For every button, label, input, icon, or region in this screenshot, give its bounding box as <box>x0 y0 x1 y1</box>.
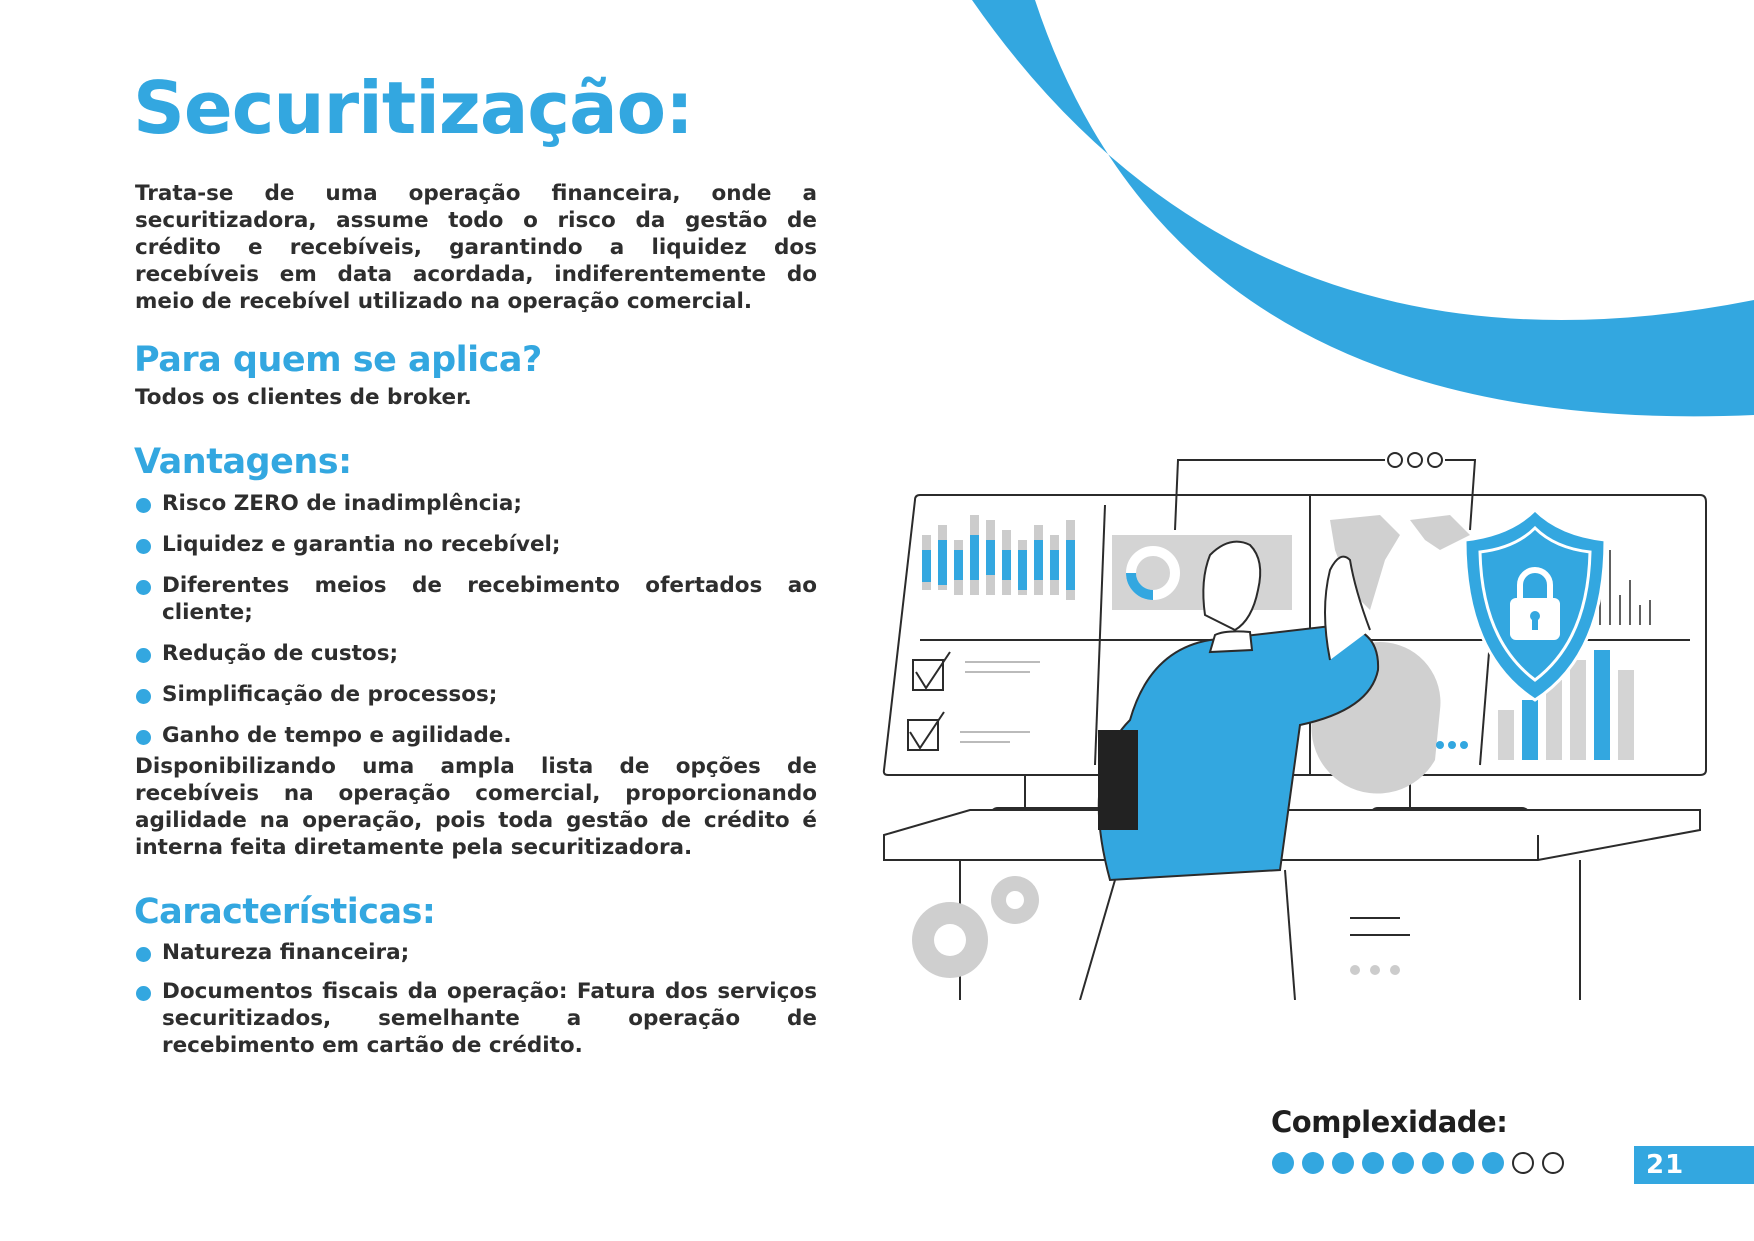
audience-heading: Para quem se aplica? <box>134 340 542 380</box>
advantages-heading: Vantagens: <box>134 442 352 482</box>
advantages-list <box>135 490 817 749</box>
list-item: Risco ZERO de inadimplência; <box>135 490 817 517</box>
bullet-icon <box>136 730 151 745</box>
bullet-icon <box>136 648 151 663</box>
bullet-icon <box>136 986 151 1001</box>
rating-dot-filled <box>1392 1152 1414 1174</box>
security-dashboard-illustration <box>880 440 1710 1000</box>
page-number: 21 <box>1634 1146 1754 1184</box>
list-item: Ganho de tempo e agilidade. <box>135 722 817 749</box>
bullet-icon <box>136 498 151 513</box>
rating-dot-empty <box>1542 1152 1564 1174</box>
complexity-label: Complexidade: <box>1271 1105 1508 1139</box>
advantages-summary: Disponibilizando uma ampla lista de opções de recebíveis na operação comercial, proporcionando agilidade na operação, pois toda gestão de crédito é interna feita diretamente pela securitizadora. <box>135 754 817 860</box>
list-item: Diferentes meios de recebimento ofertados ao cliente; <box>135 572 817 626</box>
list-item: Redução de custos; <box>135 640 817 667</box>
rating-dot-filled <box>1362 1152 1384 1174</box>
list-item: Natureza financeira; <box>135 939 817 966</box>
list-item: Documentos fiscais da operação: Fatura dos serviços securitizados, semelhante a operação de recebimento em cartão de crédito. <box>135 978 817 1059</box>
bullet-icon <box>136 580 151 595</box>
rating-dot-filled <box>1302 1152 1324 1174</box>
bullet-icon <box>136 947 151 962</box>
rating-dot-filled <box>1332 1152 1354 1174</box>
page-title: Securitização: <box>133 66 693 150</box>
complexity-rating <box>1272 1152 1564 1174</box>
bullet-icon <box>136 539 151 554</box>
rating-dot-empty <box>1512 1152 1534 1174</box>
bullet-icon <box>136 689 151 704</box>
rating-dot-filled <box>1422 1152 1444 1174</box>
rating-dot-filled <box>1482 1152 1504 1174</box>
rating-dot-filled <box>1272 1152 1294 1174</box>
list-item: Simplificação de processos; <box>135 681 817 708</box>
rating-dot-filled <box>1452 1152 1474 1174</box>
characteristics-list <box>135 939 817 1059</box>
list-item: Liquidez e garantia no recebível; <box>135 531 817 558</box>
gear-icon <box>912 876 1039 978</box>
intro-paragraph: Trata-se de uma operação financeira, onde a securitizadora, assume todo o risco da gestão de crédito e recebíveis, garantindo a liquidez dos recebíveis em data acordada, indiferentemente do meio de recebível utilizado na operação comercial. <box>135 181 817 314</box>
audience-text: Todos os clientes de broker. <box>135 385 472 410</box>
characteristics-heading: Características: <box>134 892 436 932</box>
